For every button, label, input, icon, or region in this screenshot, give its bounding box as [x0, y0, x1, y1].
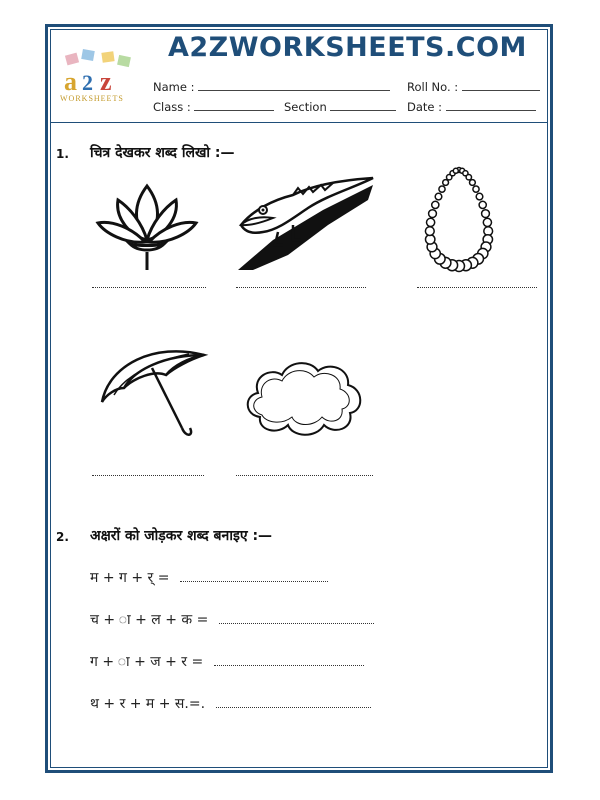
equation-3-answer — [214, 655, 364, 666]
equation-1-text: म + ग + र् = — [90, 570, 170, 586]
equation-1 — [90, 568, 328, 587]
equation-2-text: च + ा + ल + क = — [90, 612, 209, 628]
necklace-bead — [427, 218, 435, 226]
equation-1-answer — [180, 571, 328, 582]
necklace-bead — [473, 186, 479, 192]
equation-4-answer — [216, 697, 371, 708]
class-field — [153, 100, 274, 114]
roll-label: Roll No. : — [407, 80, 459, 94]
date-field — [407, 100, 536, 114]
necklace-bead — [435, 193, 442, 200]
necklace-bead — [432, 201, 439, 208]
question-1-number: 1. — [56, 147, 69, 161]
question-2-text: अक्षरों को जोड़कर शब्द बनाइए :— — [90, 528, 273, 544]
name-label: Name : — [153, 80, 195, 94]
necklace-bead — [483, 218, 491, 226]
class-label: Class : — [153, 100, 191, 114]
necklace-bead — [429, 210, 437, 218]
necklace-bead — [443, 180, 449, 186]
necklace-icon — [412, 160, 507, 275]
question-1-text: चित्र देखकर शब्द लिखो :— — [90, 145, 235, 161]
equation-4 — [90, 694, 371, 713]
cloud-icon — [240, 355, 368, 440]
roll-line — [462, 80, 540, 91]
class-line — [194, 100, 274, 111]
answer-line-3 — [417, 287, 537, 288]
svg-text:a: a — [64, 67, 77, 96]
necklace-bead — [466, 175, 471, 180]
necklace-bead — [470, 180, 476, 186]
site-title: A2ZWORKSHEETS.COM — [168, 32, 527, 63]
equation-3-text: ग + ा + ज + र = — [90, 654, 204, 670]
section-field — [284, 100, 396, 114]
answer-line-5 — [236, 475, 373, 476]
necklace-bead — [439, 186, 445, 192]
section-line — [330, 100, 396, 111]
roll-field — [407, 80, 540, 94]
answer-line-1 — [92, 287, 206, 288]
equation-3 — [90, 652, 364, 671]
name-field — [153, 80, 390, 94]
section-label: Section — [284, 100, 327, 114]
logo-subtitle: WORKSHEETS — [60, 94, 124, 103]
lotus-icon — [90, 178, 205, 273]
header-divider — [51, 122, 547, 123]
answer-line-4 — [92, 475, 204, 476]
necklace-bead — [482, 210, 490, 218]
name-line — [198, 80, 390, 91]
date-line — [446, 100, 536, 111]
necklace-bead — [425, 227, 434, 236]
umbrella-icon — [94, 340, 214, 440]
svg-text:2: 2 — [82, 70, 93, 95]
answer-line-2 — [236, 287, 366, 288]
necklace-bead — [476, 193, 483, 200]
equation-2 — [90, 610, 374, 629]
equation-2-answer — [219, 613, 374, 624]
question-2-number: 2. — [56, 530, 69, 544]
necklace-bead — [453, 168, 458, 173]
crocodile-icon — [233, 170, 383, 270]
necklace-bead — [479, 201, 486, 208]
date-label: Date : — [407, 100, 443, 114]
svg-text:z: z — [100, 67, 112, 96]
equation-4-text: थ + र + म + स.=. — [90, 696, 206, 712]
